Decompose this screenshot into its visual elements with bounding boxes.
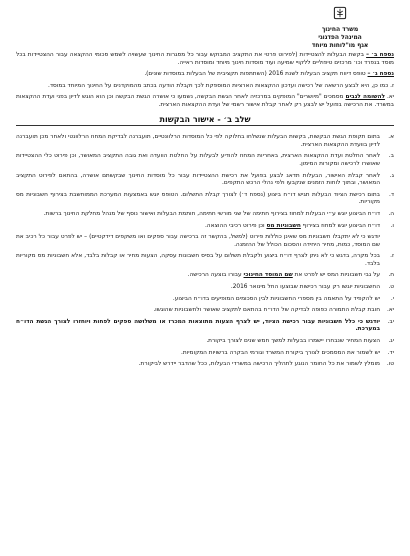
administration-name: המינהל הפדגוגי [318,34,362,41]
department-name: אגף מו"לוחות מיוחד [311,42,369,49]
state-emblem-icon [333,6,347,20]
item-label: א. [388,134,394,141]
clause-z-label: ז. [390,82,394,89]
item-emphasis: חשבוניות מס [266,222,301,229]
item-label: טו. [386,361,394,368]
item-label: י. [390,295,394,302]
appendix-c-label: נספח ג׳ – [367,71,394,78]
clause-ya-label: יא. [387,94,395,101]
appendix-c-paragraph [16,71,394,79]
item-emphasis: שם המוסד החינוכי [243,272,293,279]
appendix-b-text: בקשת הבעלות להצטיידות (לפירוט פרטי את התקציב המבוקש עבור כל מסגרות החינוך שעשויה לשמש סכומי ההקצאה עבור ההצטיידות בכל מוסד בנפרד וכו׳ מרכזים טיפוליים ללקויי שמיעה ועוד מוסדות חינוך מיוחד ומוסדות ראייה. [16,52,394,66]
item-label: יב. [387,318,394,325]
item-text: בתום תקופת הגשת הבקשות, בקשות הבעלות שנשלחו בחלוקה לפי כל המוסדות הרלוונטיים, תועברנה לבדיקת המחוז הרלוונטי ולאחר מכן תועברנה לדיון בוועדת ההקצאות הארצית. [16,134,380,148]
item-label: ח. [388,272,394,279]
item-label: ב. [388,153,394,160]
item-text: דו״ח הביצוע יוגש ע״י הבעלות למחוז בצירוף חתימה של שני מורשי חתימה, חותמת הבעלות ואישור נוסף של מנהל מחלקת החינוך ברשות. [43,210,380,217]
clause-ya-paragraph [16,94,394,109]
item-text: בתום רכישת הציוד הבעלות תגיש דו״ח ביצוע (נספח ד׳) לצורך קבלת התשלום. הטופס יוגש באמצעות המערכת הממוחשבת בצירוף חשבוניות מס מקוריות. [16,191,380,206]
approval-items-list [16,134,394,369]
item-text: חובת קבלת התמורה כפופה לבדיקה של הדו״ח בהתאם לתקציב שאושר ולחשבוניות שהוגשו. [153,307,380,314]
item-text: מומלץ לשמור את כל החומר הנוגע לתהליך הרכישה במשרדי הבעלות, ככל שהדבר יידרש לביקורת. [138,361,380,368]
clause-z-text: כמו כן, היא לבצע הרשאה של רכישה ועדכון ההקצאות הארציות המוספקת לכך וקבלת הודעה בכתב מהמוקדנים על החינוך המיוחד במוסד. [48,82,389,89]
approval-item [16,284,394,292]
item-text: יש לשמור את המסמכים לצורך ביקורת המשרד וגורמי הבקרה ברשויות המקומיות. [181,349,380,356]
item-label: יא. [386,307,394,314]
item-text: לאחר החלטת ועדת ההקצאות הארצית, באחריות המחוז להודיע לבעלות על החלטת הוועדה ואת גובה התקציב המאושר, וכן פירוט כלי ההצטיידות שאושרו לרכישה ומקורות המימון. [16,153,380,167]
approval-item [16,234,394,249]
item-text: דו״ח הביצוע יוגש למחוז בצירוף חשבוניות מס וכן פירוט רכיבי ההוצאה. [204,222,380,229]
item-text: יודגש כי לא יתקבלו חשבוניות מס שאינן כוללות פירוט (למשל, בהקשר זה ברכישה עבור ספקים ואו משקפים דידקטיים) – יש לפרט עבור כל רכיב את שם המוסד, כמות, מחיר היחידה והסכום הכולל של ההזמנה. [16,234,380,248]
stage-b-title: שלב ב׳ - אישור הבקשות [16,116,394,127]
clause-ya-underlined: להשומה לגבים [345,94,386,101]
appendix-c-text: טופס דיווח תקציב הבעלות לשנת 2016 (השתתפות תקציבית של הבעלות במוסדות שונים). [144,71,366,78]
appendix-b-paragraph [16,52,394,67]
item-label: ג. [389,172,394,179]
clause-z-paragraph [16,83,394,91]
approval-item [16,134,394,149]
approval-item [16,211,394,219]
item-label: ט. [388,284,394,291]
approval-item [16,272,394,280]
ministry-name: משרד החינוך [321,26,359,33]
approval-item [16,361,394,369]
approval-item [16,192,394,207]
item-label: ד. [388,191,394,198]
item-text: יודגש כי כלל חשבוניות עבור רכישת הציוד, יש לצרף הצעות מתוצאות המכרז או משלושה ספקים לפחות ויוחזרו לצורך הגשת הדו״ח במערכת. [16,318,380,333]
document-body [16,52,394,373]
item-text: הצעות המחיר שנבחרו יישמרו בבעלות למשך חמש שנים לצורך ביקורת. [206,338,380,345]
item-label: יג. [388,338,394,345]
item-label: ו. [390,222,394,229]
approval-item [16,153,394,168]
item-text: החשבוניות יוגשו רק עבור רכישות שבוצעו החל מינואר 2016. [230,284,380,291]
item-text: יש להקפיד על התאמה בין מספרי החשבוניות לבין הסכומים המופיעים בדו״ח הביצוע. [172,295,380,302]
approval-item [16,338,394,346]
approval-item [16,319,394,334]
approval-item [16,253,394,268]
approval-item [16,307,394,315]
item-label: יד. [387,349,394,356]
item-label: ה. [388,210,394,217]
approval-item [16,296,394,304]
approval-item [16,173,394,188]
item-text: בכל מקרה, בדגש כי לא ניתן לצרף דו״ח ביצוע ולקבלת תשלום על בסיס חשבונות עסקה, הצעות מחיר או קבלות בלבד, אלא חשבוניות מס מקוריות בלבד. [16,253,380,267]
item-text: על גבי חשבוניות המס יש לפרט את שם המוסד החינוכי עבורו בוצעה הרכישה. [187,272,380,279]
approval-item [16,223,394,231]
appendix-b-label: נספח ב׳ – [366,52,395,58]
approval-item [16,350,394,358]
clause-ya-text: מסמכים "מיושרים" המופקים במרכזיה לאחר הגשת הבקשה, נשמעו כי אושרה הגשת הבקשה וכן הוא הוגש לדיון בפני ועדת ההקצאות במשרד. את הרכישה בפועל יש לבצע רק לאחר קבלת אישור רשמי של ועדת ההקצאות הארצית. [16,94,394,108]
item-text: לאחר קבלת האישור, הבעלות תדאג לבצע בפועל את רכישת ההצטיידות עבור כל מוסדות החינוך שבקשתם אושרה, בהתאם לפירוט התקציב המאושר, ובתוך לוחות הזמנים שנקבעו ולפי נהלי הרכש התקפים. [16,172,380,187]
ministry-header [280,6,400,50]
item-label: ז. [390,253,394,260]
